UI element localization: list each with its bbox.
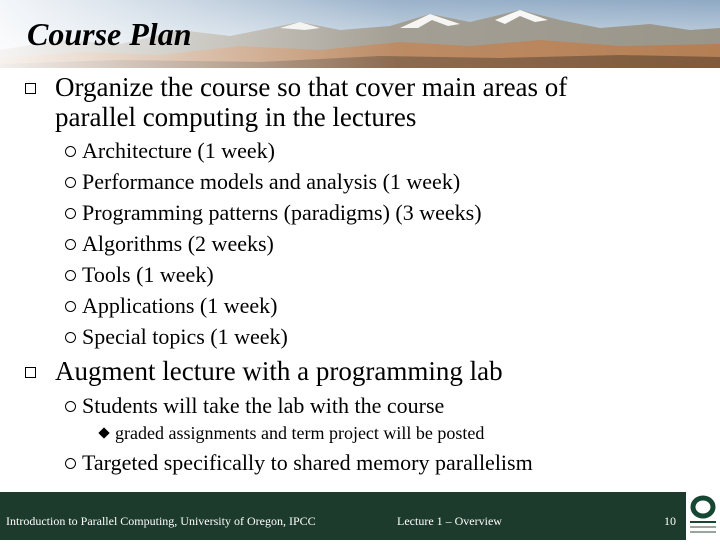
ring-bullet-icon <box>65 270 76 281</box>
sub-bullet-text: Targeted specifically to shared memory parallelism <box>82 450 533 475</box>
sub-bullet-text: Programming patterns (paradigms) (3 weeks) <box>82 200 482 225</box>
sub-bullet-item <box>65 262 214 288</box>
sub-bullet-text: Applications (1 week) <box>82 293 278 318</box>
university-logo <box>686 492 720 540</box>
sub-bullet-item <box>65 138 275 164</box>
ring-bullet-icon <box>65 458 76 469</box>
bullet-item <box>55 72 567 103</box>
ring-bullet-icon <box>65 401 76 412</box>
sub-bullet-item <box>65 293 278 319</box>
sub-sub-bullet-item <box>100 422 484 444</box>
square-bullet-icon <box>25 367 36 378</box>
sub-bullet-text: Algorithms (2 weeks) <box>82 231 274 256</box>
sub-bullet-item <box>65 200 482 226</box>
sub-bullet-text: Special topics (1 week) <box>82 324 288 349</box>
footer-lecture-text: Lecture 1 – Overview <box>397 514 502 528</box>
bullet-text-continued <box>55 102 416 133</box>
sub-bullet-item <box>65 324 288 350</box>
sub-bullet-item <box>65 231 274 257</box>
oregon-o-logo-icon <box>686 492 720 540</box>
sub-bullet-text: Performance models and analysis (1 week) <box>82 169 461 194</box>
footer-course-text: Introduction to Parallel Computing, University of Oregon, IPCC <box>6 514 316 528</box>
ring-bullet-icon <box>65 146 76 157</box>
bullet-item <box>55 356 503 387</box>
ring-bullet-icon <box>65 301 76 312</box>
sub-bullet-item <box>65 169 460 195</box>
ring-bullet-icon <box>65 239 76 250</box>
ring-bullet-icon <box>65 208 76 219</box>
ring-bullet-icon <box>65 177 76 188</box>
sub-bullet-item <box>65 393 444 419</box>
sub-bullet-item <box>65 450 533 476</box>
bullet-text-line2: parallel computing in the lectures <box>55 102 417 132</box>
sub-sub-bullet-text: graded assignments and term project will be posted <box>115 423 485 443</box>
sub-bullet-text: Architecture (1 week) <box>82 138 276 163</box>
square-bullet-icon <box>25 83 36 94</box>
diamond-bullet-icon <box>98 427 109 438</box>
ring-bullet-icon <box>65 332 76 343</box>
sub-bullet-text: Students will take the lab with the course <box>82 393 445 418</box>
sub-bullet-text: Tools (1 week) <box>82 262 214 287</box>
slide-footer <box>0 492 686 540</box>
page-number: 10 <box>664 514 676 528</box>
bullet-text: Organize the course so that cover main areas of <box>55 72 568 102</box>
bullet-text: Augment lecture with a programming lab <box>55 356 503 386</box>
slide-title: Course Plan <box>27 16 192 52</box>
